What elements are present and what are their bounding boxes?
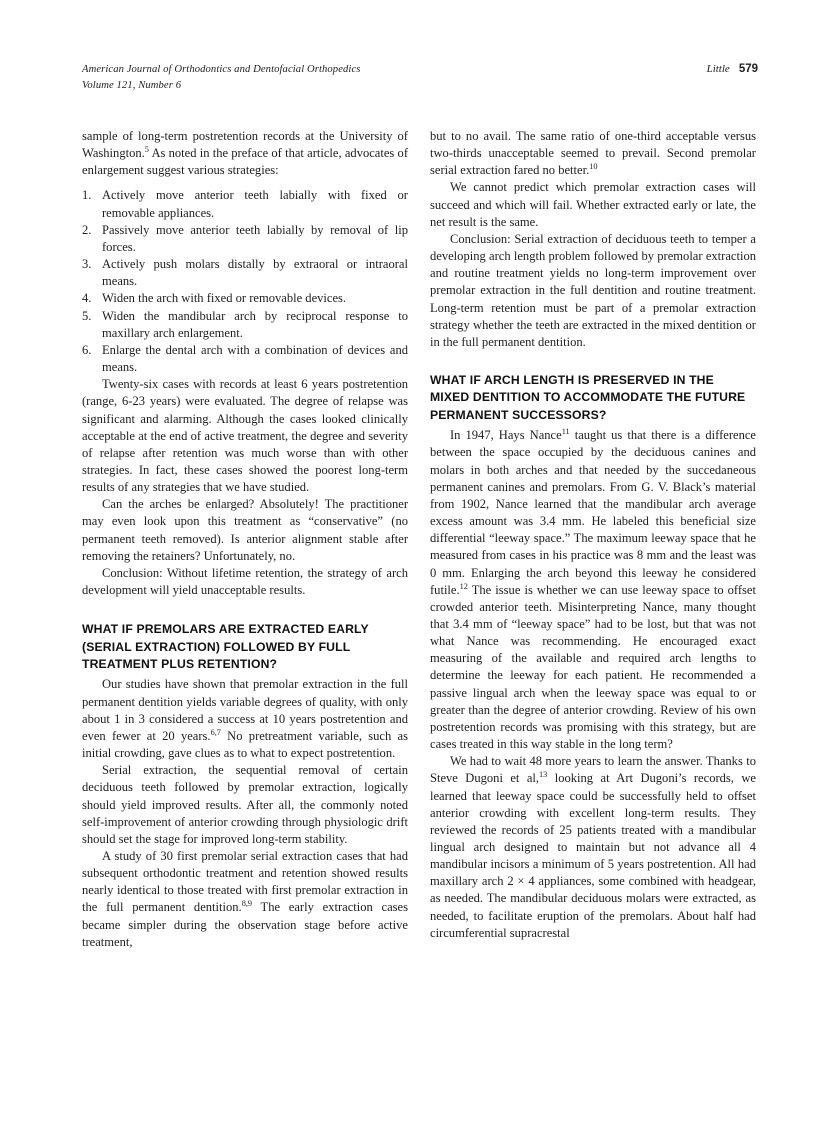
paragraph-no-avail (430, 128, 756, 179)
list-item: Passively move anterior teeth labially by removal of lip forces. (102, 222, 408, 254)
footnote-marker-10: 10 (589, 162, 598, 172)
paragraph-text-rest: As noted in the preface of that article, advocates of enlargement suggest various strategies: (82, 146, 408, 178)
footnote-marker-12: 12 (459, 581, 468, 591)
paragraph-text: A study of 30 first premolar serial extraction cases that had subsequent orthodontic treatment and retention showed results nearly identical to those treated with first premolar extraction in the full permanent dentition. (82, 849, 408, 915)
paragraph-text: but to no avail. The same ratio of one-third acceptable versus two-thirds unacceptable seemed to prevail. Second premolar serial extraction fared no better. (430, 129, 756, 178)
journal-title: American Journal of Orthodontics and Dentofacial Orthopedics (82, 64, 361, 75)
running-head (82, 62, 758, 96)
paragraph-cannot-predict: We cannot predict which premolar extraction cases will succeed and which will fail. Whether extracted early or late, the net result is the same. (430, 180, 756, 229)
right-column (430, 128, 756, 942)
strategy-list (82, 187, 408, 376)
list-item: Widen the arch with fixed or removable devices. (102, 291, 347, 306)
running-head-left (82, 62, 360, 93)
author-name: Little (706, 63, 730, 75)
footnote-marker-6-7: 6,7 (210, 727, 221, 737)
paragraph-text-rest: The issue is whether we can use leeway space to offset crowded anterior teeth. Misinterpreting Nance, many thought that 3.4 mm of “leeway space” had to be lost, but that was not what Nance was recommending. He encouraged exact measuring of the available and required arch lengths to determine the leeway for each patient. He recommended a passive lingual arch when the leeway space was equal to or greater than the degree of anterior crowding. Review of his own postretention records was promising with this strategy, but are cases treated in this way stable in the long term? (430, 582, 756, 752)
paragraph-twentysix-cases: Twenty-six cases with records at least 6 years postretention (range, 6-23 years) were evaluated. The degree of relapse was significant and alarming. Although the cases looked clinically acceptable at the end of active treatment, the degree and severity of relapse after retention was much worse than with other strategies. In fact, these cases showed the poorest long-term results of any strategies that we have studied. (82, 377, 408, 495)
volume-issue: Volume 121, Number 6 (82, 79, 182, 91)
footnote-marker-13: 13 (539, 770, 548, 780)
paragraph-nance (430, 427, 756, 753)
paragraph-our-studies (82, 676, 408, 762)
paragraph-text-rest: The early extraction cases became simpler during the observation stage before active treatment, (82, 900, 408, 949)
paragraph-text-mid: taught us that there is a difference between the space occupied by the deciduous canines and molars in both arches and that needed by the succedaneous permanent canines and premolars. From G. V. Black’s material from 1902, Nance learned that the mandibular arch average excess amount was 3.4 mm. He labeled this beneficial size differential “leeway space.” The maximum leeway space that he measured from cases in his practice was 8 mm and the least was 0 mm. Enlarging the arch beyond this leeway he considered futile. (430, 428, 757, 597)
paragraph-text: In 1947, Hays Nance (450, 428, 562, 443)
list-item: Actively push molars distally by extraoral or intraoral means. (102, 257, 408, 289)
paragraph-conclusion-serial-extraction: Conclusion: Serial extraction of deciduous teeth to temper a developing arch length problem followed by premolar extraction and routine treatment yields no long-term improvement over premolar extraction in the full dentition and routine treatment. Long-term retention must be part of a premolar extraction strategy whether the teeth are extracted in the mixed dentition or in the full permanent dentition. (430, 231, 756, 349)
footnote-marker-11: 11 (561, 427, 570, 437)
paragraph-text-rest: No pretreatment variable, such as initial crowding, gave clues as to what to expect postretention. (82, 728, 409, 761)
left-column (82, 128, 408, 951)
paragraph-text: We had to wait 48 more years to learn the answer. Thanks to Steve Dugoni et al, (430, 754, 756, 786)
list-item: Enlarge the dental arch with a combination of devices and means. (102, 342, 408, 375)
running-head-right (707, 62, 758, 78)
list-item: Widen the mandibular arch by reciprocal response to maxillary arch enlargement. (102, 308, 408, 340)
paragraph-serial-extraction: Serial extraction, the sequential removal of certain deciduous teeth followed by premolar extraction, logically should yield improved results. After all, the commonly noted self-improvement of anterior crowding through physiologic drift should set the stage for improved long-term stability. (82, 763, 408, 846)
paragraph-dugoni (430, 753, 756, 942)
paragraph-conclusion-arch-development: Conclusion: Without lifetime retention, the strategy of arch development will yield unacceptable results. (82, 565, 408, 598)
section-heading-arch-length-preserved: WHAT IF ARCH LENGTH IS PRESERVED IN THE MIXED DENTITION TO ACCOMMODATE THE FUTURE PERMANENT SUCCESSORS? (430, 373, 746, 422)
paragraph-text: sample of long-term postretention records at the University of Washington. (82, 129, 408, 161)
list-item: Actively move anterior teeth labially with fixed or removable appliances. (102, 188, 408, 220)
section-heading-premolars-extracted-early: WHAT IF PREMOLARS ARE EXTRACTED EARLY (SERIAL EXTRACTION) FOLLOWED BY FULL TREATMENT PLUS RETENTION? (82, 622, 369, 672)
paragraph-text: Our studies have shown that premolar extraction in the full permanent dentition yields variable degrees of quality, with only about 1 in 3 considered a success at 10 years postretention and even fewer at 20 years. (82, 677, 408, 743)
footnote-marker-8-9: 8,9 (241, 899, 253, 909)
paragraph-continued (82, 128, 408, 179)
paragraph-study-of-30 (82, 848, 408, 951)
paragraph-text-rest: looking at Art Dugoni’s records, we learned that leeway space could be successfully held to offset anterior crowding with excellent long-term results. They reviewed the records of 25 patients treated with a mandibular lingual arch designed to maintain but not advance all 4 mandibular incisors a minimum of 5 years postretention. All had maxillary arch 2 × 4 appliances, some combined with headgear, as needed. The mandibular deciduous molars were extracted, as needed, to facilitate eruption of the premolars. About half had circumferential supracrestal (430, 771, 756, 940)
footnote-marker-5: 5 (144, 144, 149, 154)
paragraph-arches-enlarged: Can the arches be enlarged? Absolutely! The practitioner may even look upon this treatment as “conservative” (no permanent teeth removed). Is anterior alignment stable after removing the retainers? Unfortunately, no. (82, 497, 408, 563)
page-number: 579 (738, 63, 758, 75)
